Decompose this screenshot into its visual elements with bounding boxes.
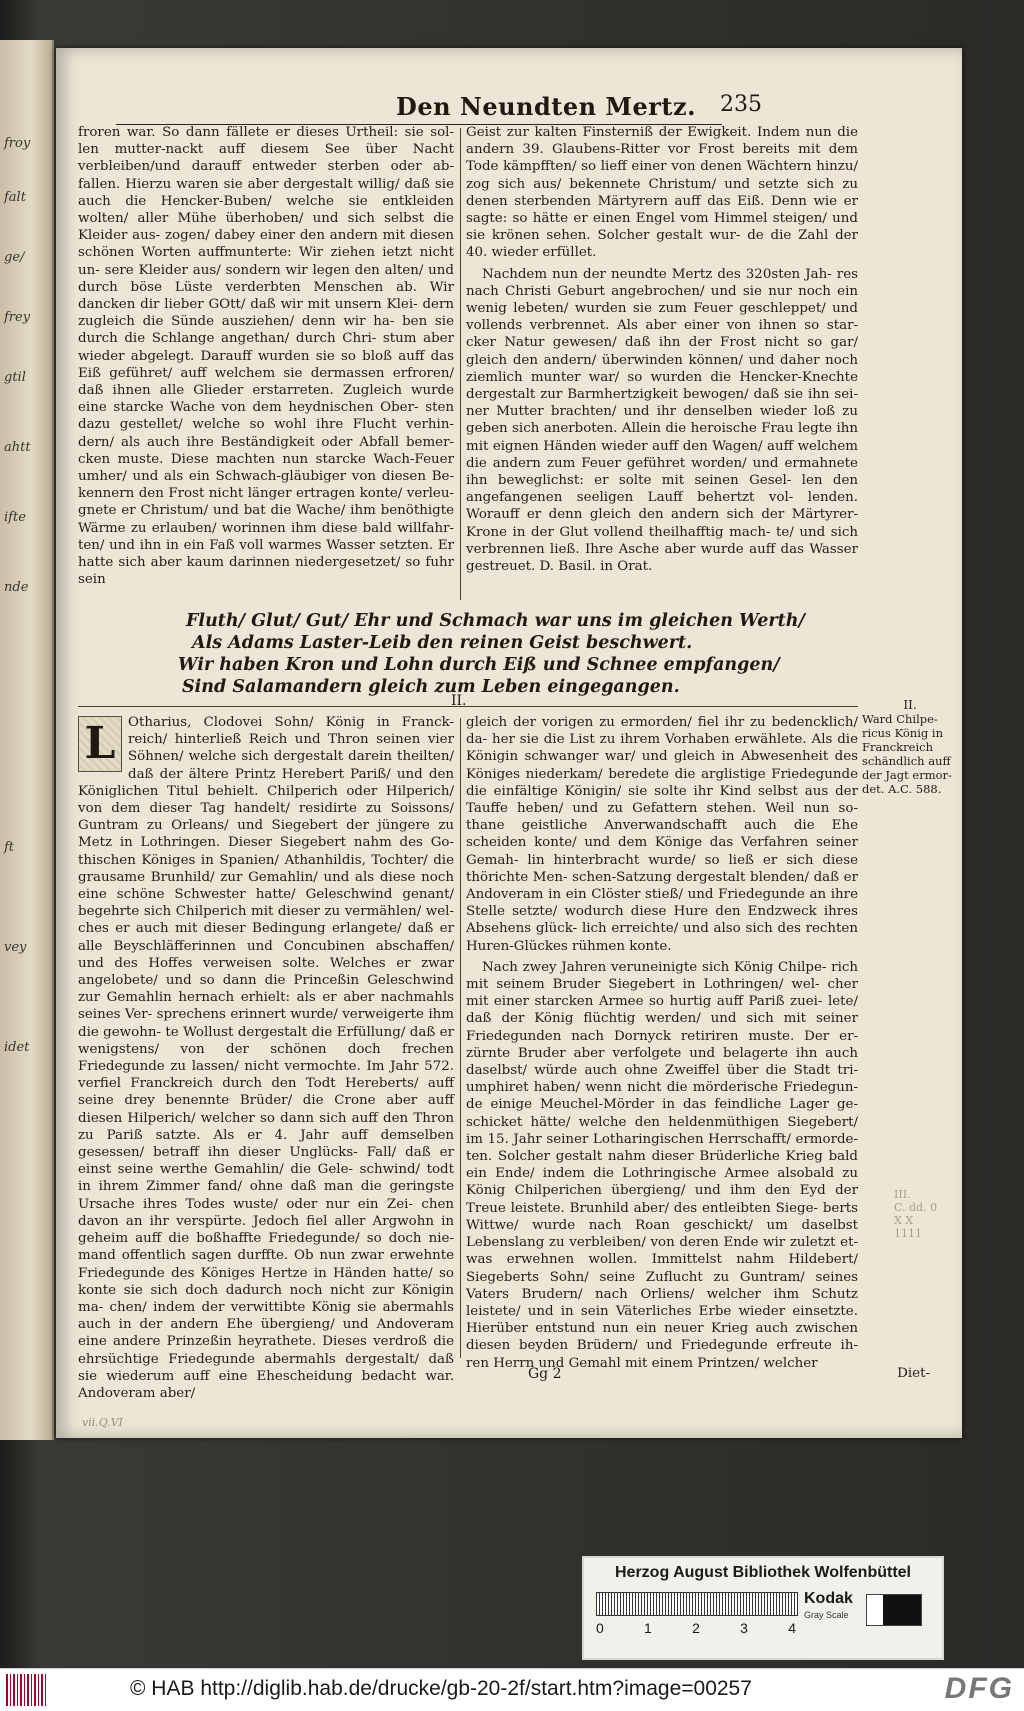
- margin-note-line: schändlich auff: [862, 754, 951, 768]
- page-number: 235: [720, 92, 762, 117]
- paragraph: froren war. So dann fällete er dieses Urtheil: sie sol- len mutter-nackt auff diesem See über Nacht verbleiben/und darauff entweder sterben oder ab- fallen. Hierzu waren sie aber dergestalt willig/ daß sie auch die Hencker-Buben/ welche sie entkleiden wolten/ aller Mühe überhoben/ und sich selbst die Kleider aus- zogen/ dabey einer den andern mit diesen schönen Worten auffmunterte: Wir ziehen ietzt nicht un- sere Kleider aus/ sondern wir legen den alten/ und durch böse Lüste verderbten Menschen ab. Wir dancken dir lieber GOtt/ daß wir mit unsern Klei- dern zugleich die Sünde ausziehen/ denn wir ha- ben sie durch die Schlange angethan/ durch Chri- stum aber wieder abgelegt. Darauff wurden sie so bloß auff das Eiß geführet/ auff welchem sie dermassen erfroren/ daß ihnen alle Glieder erstarreten. Zugleich wurde eine starcke Wache von dem heydnischen Ober- sten dazu gestellet/ welche so wohl ihre Flucht verhin- dern/ als auch ihre Beständigkeit oder Abfall bemer- cken muste. Diese machten nun starcke Wach-Feuer umher/ und als ein Schwach-gläubiger von diesen Be- kennern den Frost nicht länger ertragen konte/ verleu- gnete er Christum/ und bat die Wache/ ihm benöthigte Wärme zu erlauben/ worinnen ihm diese bald willfahr- ten/ und ihn in ein Faß voll warmes Wasser setzten. Er hatte sich aber kaum darinnen niedergesetzet/ so fuhr sein: [78, 125, 454, 588]
- ruler-scale: [596, 1592, 798, 1616]
- left-fragment: ifte: [4, 510, 26, 525]
- paragraph: Nach zwey Jahren veruneinigte sich König Chilpe- rich mit seinem Bruder Siegebert in Lothringen/ wel- cher mit einer starcken Armee so hurtig auff Pariß zuei- lete/ daß der König flüchtig werden/ und sich mit seiner Friedegunden nach Dornyck retiriren muste. Der er- zürnte Bruder aber verfolgete und belagerte ihn auch daselbst/ würde auch ohne Zweiffel über die Stadt tri- umphiret haben/ wenn nicht die mörderische Friedegun- de einige Meuchel-Mörder in das feindliche Lager ge- schicket hätte/ welche den heldenmüthigen Siegebert/ im 15. Jahr seiner Lotharingischen Herrschafft/ ermorde- ten. Solcher gestalt nahm dieser Brüderliche Krieg bald ein Ende/ indem die Lothringische Armee alsobald zu König Chilperichen übergieng/ und ihm den Eyd der Treue leistete. Brunhild aber/ des entleibten Siege- berts Wittwe/ wurde nach Roan geschickt/ um daselbst Lebenslang zu verbleiben/ von deren Ende wir zuletzt et- was erwehnen wollen. Immittelst nahm Hildebert/ Siegeberts Sohn/ seine Zuflucht zu Guntram/ seines Vaters Brudern/ nach Orliens/ welcher ihm Schutz leistete/ und in sein Väterliches Erbe wieder einsetzte. Hierüber entstund nun ein neuer Krieg auch zwischen diesen beyden Brüdern/ und Friedegunde erfreute ih- ren Herrn und Gemahl mit einem Printzen/ welcher: [466, 959, 858, 1371]
- margin-note-line: ricus König in: [862, 726, 943, 740]
- verse-line: Fluth/ Glut/ Gut/ Ehr und Schmach war uns im gleichen Werth/: [186, 611, 805, 631]
- running-header: [116, 92, 762, 125]
- left-fragment: nde: [4, 580, 29, 595]
- gray-swatch: [866, 1594, 922, 1626]
- margin-note-number: II.: [903, 698, 917, 712]
- margin-note-line: der Jagt ermor-: [862, 768, 952, 782]
- faint-line: III.: [894, 1188, 911, 1201]
- left-fragment: gtil: [4, 370, 26, 385]
- page-title: Den Neundten Mertz.: [396, 92, 696, 121]
- signature-mark: Gg 2: [528, 1366, 562, 1382]
- left-fragment: vey: [4, 940, 27, 955]
- permalink-url[interactable]: © HAB http://diglib.hab.de/drucke/gb-20-2f/start.htm?image=00257: [130, 1677, 752, 1700]
- paragraph: Nachdem nun der neundte Mertz des 320sten Jah- res nach Christi Geburt angebrochen/ und sie nur noch ein wenig lebeten/ wurden sie zum Feuer geschleppet/ und vollends verbrennet. Als aber einer von ihnen so star- cker Natur gewesen/ daß ihn der Frost nicht so gar/ gleich den andern/ überwinden können/ und daher noch ziemlich munter war/ so wurden die Hencker-Knechte dergestalt zur Barmhertzigkeit bewogen/ daß sie ihn sei- ner Mutter brachten/ und ihr denselben wieder loß zu geben sich anerboten. Allein die heroische Frau legte ihn mit eignen Händen wieder auff den Wagen/ auff welchem die andern zum Feuer geführet worden/ und ermahnete ihn beweglichst: er solte mit seinen Gesel- len den angefangenen seeligen Lauff behertzt vol- lenden. Worauff er denn gleich den andern sich der Märtyrer-Krone in der Glut vollend theilhafftig mach- te/ und sich verbrennen ließ. Ihre Asche aber wurde auff das Wasser gestreuet. D. Basil. in Orat.: [466, 266, 858, 575]
- ruler-numbers: [596, 1620, 796, 1636]
- column-divider: [460, 718, 461, 1358]
- dfg-logo: DFG: [944, 1672, 1014, 1705]
- left-fragment: ahtt: [4, 440, 31, 455]
- margin-note: [862, 698, 958, 796]
- barcode-icon: [6, 1674, 46, 1706]
- verse-line: Sind Salamandern gleich zum Leben eingegangen.: [182, 677, 680, 697]
- catchword: Diet-: [897, 1366, 930, 1381]
- verse-line: Als Adams Laster-Leib den reinen Geist beschwert.: [192, 633, 693, 653]
- faint-line: X X: [894, 1214, 914, 1227]
- library-name: Herzog August Bibliothek Wolfenbüttel: [615, 1564, 911, 1581]
- decorated-initial: L: [78, 716, 122, 772]
- column-right-bottom: [466, 714, 858, 1376]
- left-fragment: idet: [4, 1040, 30, 1055]
- left-fragment: ft: [4, 840, 15, 855]
- column-right-top: [466, 124, 858, 579]
- paragraph: gleich der vorigen zu ermorden/ fiel ihr zu bedencklich/ da- her sie die List zu ihrem Vorhaben erwählete. Als die Königin schwanger war/ und gleich in Abwesenheit des Königes niederkam/ beredete die arglistige Friedegunde die einfältige Königin/ sie solte ihr Kind selbst aus der Tauffe heben/ und zu Gefattern stehen. Weil nun so- thane geistliche Anverwandschafft auch die Ehe scheiden konte/ und dem Könige das Verfahren seiner Gemah- lin hinterbracht wurde/ so ließ er sich diese thörichte Men- schen-Satzung dergestalt blenden/ daß er Andoveram in ein Clöster stieß/ und Friedegunde an ihre Stelle setzte/ wodurch diese Hure den Endzweck ihres Absehens glück- lich erreichte/ und also sich des rechten Huren-Glückes rühmen konte.: [466, 715, 858, 954]
- footer-bar: [0, 1668, 1024, 1711]
- faint-line: C. dd. 0: [894, 1201, 938, 1214]
- paragraph: Otharius, Clodovei Sohn/ König in Franck- reich/ hinterließ Reich und Thron seinen vier Söhnen/ welche sich dergestalt darein theilten/ daß der ältere Printz Herebert Pariß/ und den Königlichen Titul behielt. Chilperich oder Hilperich/ von dem dieser Tag handelt/ residirte zu Soissons/ Guntram zu Orleans/ und Siegebert der jüngere zu Metz in Lothringen. Dieser Siegebert nahm des Go- thischen Königes in Spanien/ Athanhildis, Tochter/ die grausame Brunhild/ zur Gemahlin/ und als diese noch eine schöne Schwester hatte/ Geleschwind genant/ begehrte sich Chilperich mit dieser zu vermählen/ wel- ches er auch mit dieser Bedingung erlangete/ daß er alle Beyschläfferinnen und Concubinen abschaffen/ und des Hoffes verweisen solte. Welches er zwar angelobete/ und so dann die Princeßin Geleschwind zur Gemahlin hernach erhielt: als er aber nachmahls seines Ver- sprechens erinnert wurde/ verweigerte ihm die gewohn- te Wollust dergestalt die Erfüllung/ daß er wenigstens/ von der schönen doch frechen Friedegunde zu lassen/ nicht vermochte. Im Jahr 572. verfiel Franckreich durch den Todt Hereberts/ auff seine drey benennte Brüder/ die Crone aber auff diesen Hilperich/ welcher so dann sich auff den Thron zu Pariß satzte. Als er 4. Jahr auff demselben gesessen/ betraff ihn dieser Unglücks- Fall/ daß er einst seine werthe Gemahlin/ die Gele- schwind/ todt in ihrem Zimmer fand/ ohne daß man die geringste Ursache ihres Todes wuste/ oder nur ein Zei- chen davon an ihr verspürte. Jedoch fiel aller Argwohn in geheim auff die boßhaffte Friedegunde/ so doch nie- mand offentlich sagen durffte. Ob nun zwar erwehnte Friedegunde des Königes Hertze in Händen hatte/ so konte sie sich doch dadurch noch nicht zur Königin ma- chen/ indem der verwittibte König sie abermahls auch in der andern Ehe übergieng/ und Andoveram eine andere Prinzeßin heyrathete. Dieses verdroß die ehrsüchtige Friedegunde abermahls dergestalt/ daß sie wiederum auff eine Ehescheidung bedacht war. Andoveram aber/: [78, 715, 454, 1401]
- pressmark: vii.Q.VI: [82, 1416, 124, 1429]
- book-page: [56, 48, 962, 1438]
- gray-scale-label: Gray Scale: [804, 1610, 849, 1620]
- kodak-logo: Kodak: [804, 1590, 853, 1607]
- section-rule: [78, 706, 858, 707]
- margin-note-line: Ward Chilpe-: [862, 712, 938, 726]
- ruler-number: 4: [788, 1620, 796, 1636]
- margin-note-line: Franckreich: [862, 740, 933, 754]
- column-divider: [460, 128, 461, 600]
- show-through-marginalia: [894, 1188, 937, 1240]
- column-left-bottom: [78, 714, 454, 1406]
- left-fragment: falt: [4, 190, 26, 205]
- column-left-top: [78, 124, 454, 592]
- ruler-number: 3: [740, 1620, 748, 1636]
- left-page-edge: [0, 40, 54, 1440]
- ruler-number: 2: [692, 1620, 700, 1636]
- verse-line: Wir haben Kron und Lohn durch Eiß und Schnee empfangen/: [178, 655, 780, 675]
- color-target-card: [582, 1556, 944, 1660]
- left-fragment: froy: [4, 136, 31, 151]
- paragraph: Geist zur kalten Finsterniß der Ewigkeit. Indem nun die andern 39. Glaubens-Ritter vor Frost bereits mit dem Tode kämpfften/ so lieff einer von denen Wächtern hinzu/ zog sich aus/ bekennete Christum/ und setzte sich zu denen sterbenden Märtyrern auff das Eiß. Denn wie er sagte: so hätte er einen Engel vom Himmel steigen/ und sie krönen sehen. Solcher gestalt wur- de die Zahl der 40. wieder erfüllet.: [466, 125, 858, 261]
- ruler-number: 0: [596, 1620, 604, 1636]
- ruler-number: 1: [644, 1620, 652, 1636]
- left-fragment: ge/: [4, 250, 25, 265]
- section-number: II.: [451, 693, 467, 709]
- margin-note-line: det. A.C. 588.: [862, 782, 942, 796]
- verse-block: [178, 610, 805, 698]
- left-fragment: frey: [4, 310, 31, 325]
- faint-line: 1111: [894, 1227, 922, 1240]
